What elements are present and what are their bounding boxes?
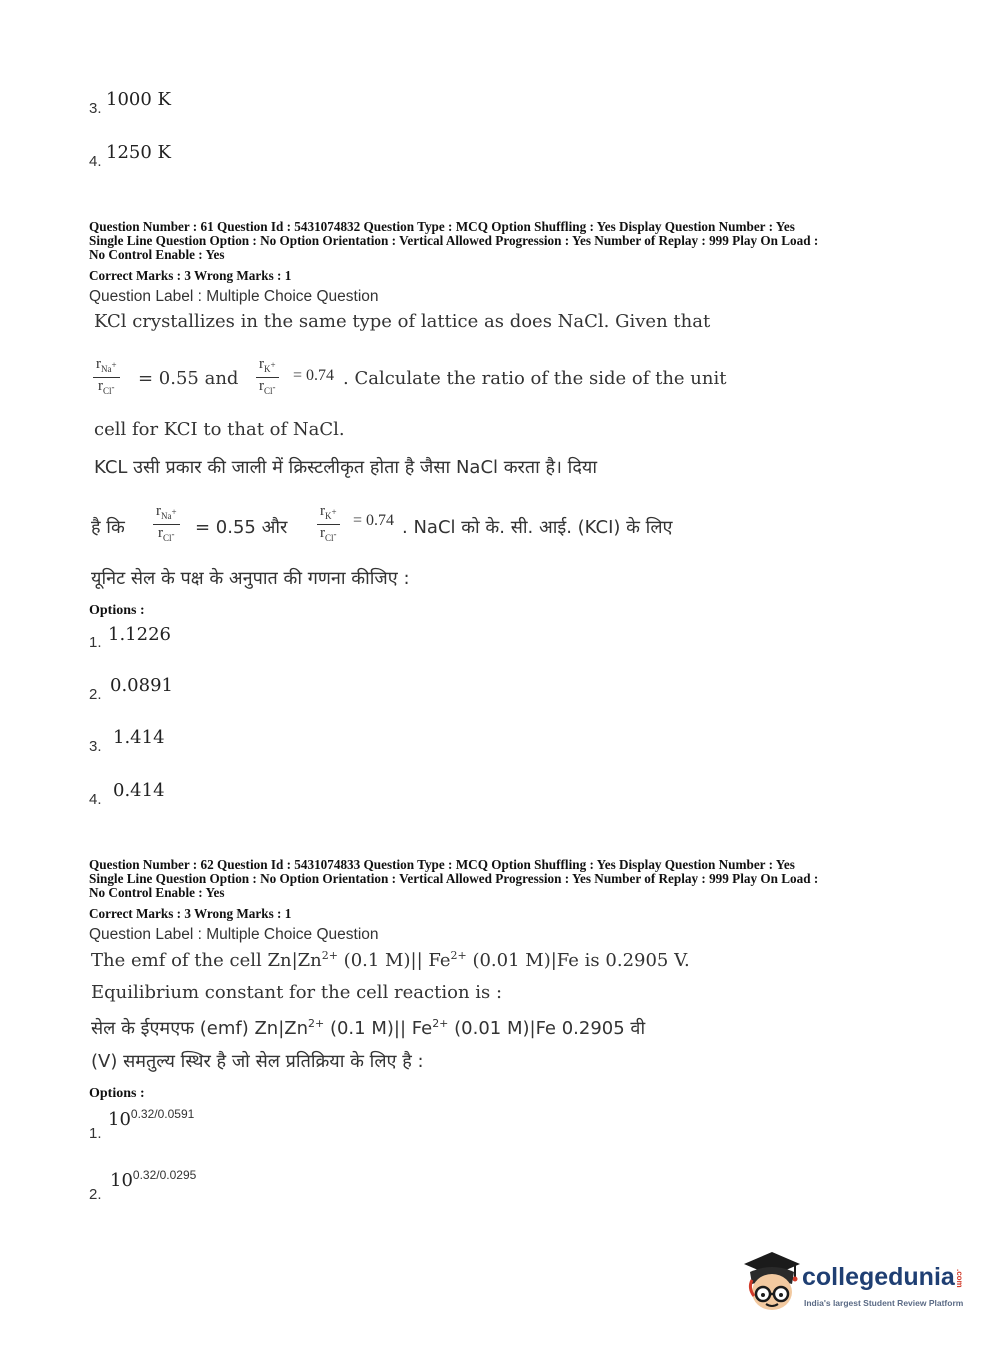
ratio-fraction: $r_{K^+}$ $r_{Cl^-}$ <box>256 356 279 399</box>
option-number: 3. <box>89 738 102 755</box>
question-text-hindi: सेल के ईएमएफ (emf) $Zn|Zn^{2+}$ (0.1 M)|| $Fe^{2+}$ (0.01 M)|Fe 0.2905 वी <box>91 1017 646 1039</box>
options-label: Options : <box>89 1086 145 1101</box>
option-number: 3. <box>89 100 102 117</box>
question-text: Equilibrium constant for the cell reaction is : <box>91 982 503 1003</box>
question-meta-line: Single Line Question Option : No Option Orientation : Vertical Allowed Progression : Yes Number of Replay : 999 Play On Load : <box>89 871 819 886</box>
option-value: 1.414 <box>113 727 165 748</box>
option-value: 1250 K <box>106 142 171 163</box>
options-label: Options : <box>89 603 145 618</box>
option-number: 1. <box>89 1125 102 1142</box>
question-text: . Calculate the ratio of the side of the unit <box>343 368 727 389</box>
option-value: 0.0891 <box>110 675 173 696</box>
option-exponent: 0.32/0.0591 <box>130 1107 195 1121</box>
option-base: 10 <box>110 1170 133 1191</box>
option-number: 1. <box>89 634 102 651</box>
question-text-hindi: KCL उसी प्रकार की जाली में क्रिस्टलीकृत होता है जैसा NaCl करता है। दिया <box>94 457 597 478</box>
collegedunia-logo <box>742 1250 967 1320</box>
question-label: Question Label : Multiple Choice Question <box>89 926 379 943</box>
logo-name: collegedunia.com <box>802 1263 964 1291</box>
ratio-fraction: $r_{K^+}$ $r_{Cl^-}$ <box>317 503 340 546</box>
question-text-hindi: (V) समतुल्य स्थिर है जो सेल प्रतिक्रिया के लिए है : <box>91 1051 424 1072</box>
equation-text: = 0.55 और <box>195 517 288 538</box>
question-marks: Correct Marks : 3 Wrong Marks : 1 <box>89 268 292 283</box>
question-text: KCl crystallizes in the same type of lattice as does NaCl. Given that <box>94 311 711 332</box>
question-text-hindi: . NaCl को के. सी. आई. (KCI) के लिए <box>402 517 673 538</box>
question-meta-line: No Control Enable : Yes <box>89 885 225 900</box>
ratio-fraction: $r_{Na^+}$ $r_{Cl^-}$ <box>93 356 120 399</box>
question-meta-line: Question Number : 62 Question Id : 5431074833 Question Type : MCQ Option Shuffling : Yes Display Question Number : Yes <box>89 857 795 872</box>
option-exponent: 0.32/0.0295 <box>132 1168 197 1182</box>
option-number: 4. <box>89 153 102 170</box>
equation-text: = 0.74 <box>353 512 395 529</box>
option-number: 2. <box>89 686 102 703</box>
option-value: 0.414 <box>113 780 165 801</box>
question-text: cell for KCI to that of NaCl. <box>94 419 345 440</box>
option-value <box>108 1107 194 1130</box>
option-number: 2. <box>89 1186 102 1203</box>
question-meta-line: Question Number : 61 Question Id : 5431074832 Question Type : MCQ Option Shuffling : Yes Display Question Number : Yes <box>89 219 795 234</box>
question-marks: Correct Marks : 3 Wrong Marks : 1 <box>89 906 292 921</box>
question-text-hindi: यूनिट सेल के पक्ष के अनुपात की गणना कीजिए : <box>91 568 410 589</box>
option-value <box>110 1168 196 1191</box>
question-meta-line: Single Line Question Option : No Option Orientation : Vertical Allowed Progression : Yes Number of Replay : 999 Play On Load : <box>89 233 819 248</box>
logo-tagline: India's largest Student Review Platform <box>804 1298 964 1308</box>
mascot-icon <box>742 1250 802 1316</box>
option-value: 1000 K <box>106 89 171 110</box>
option-value: 1.1226 <box>108 624 171 645</box>
equation-text: = 0.74 <box>293 367 335 384</box>
ratio-fraction: $r_{Na^+}$ $r_{Cl^-}$ <box>153 503 180 546</box>
question-label: Question Label : Multiple Choice Question <box>89 288 379 305</box>
question-text: The emf of the cell $Zn|Zn^{2+}$ (0.1 M)|| $Fe^{2+}$ (0.01 M)|Fe is 0.2905 V. <box>91 949 690 971</box>
option-base: 10 <box>108 1109 131 1130</box>
question-meta-line: No Control Enable : Yes <box>89 247 225 262</box>
option-number: 4. <box>89 791 102 808</box>
question-text-hindi: है कि <box>91 517 125 538</box>
equation-text: = 0.55 and <box>138 368 239 389</box>
